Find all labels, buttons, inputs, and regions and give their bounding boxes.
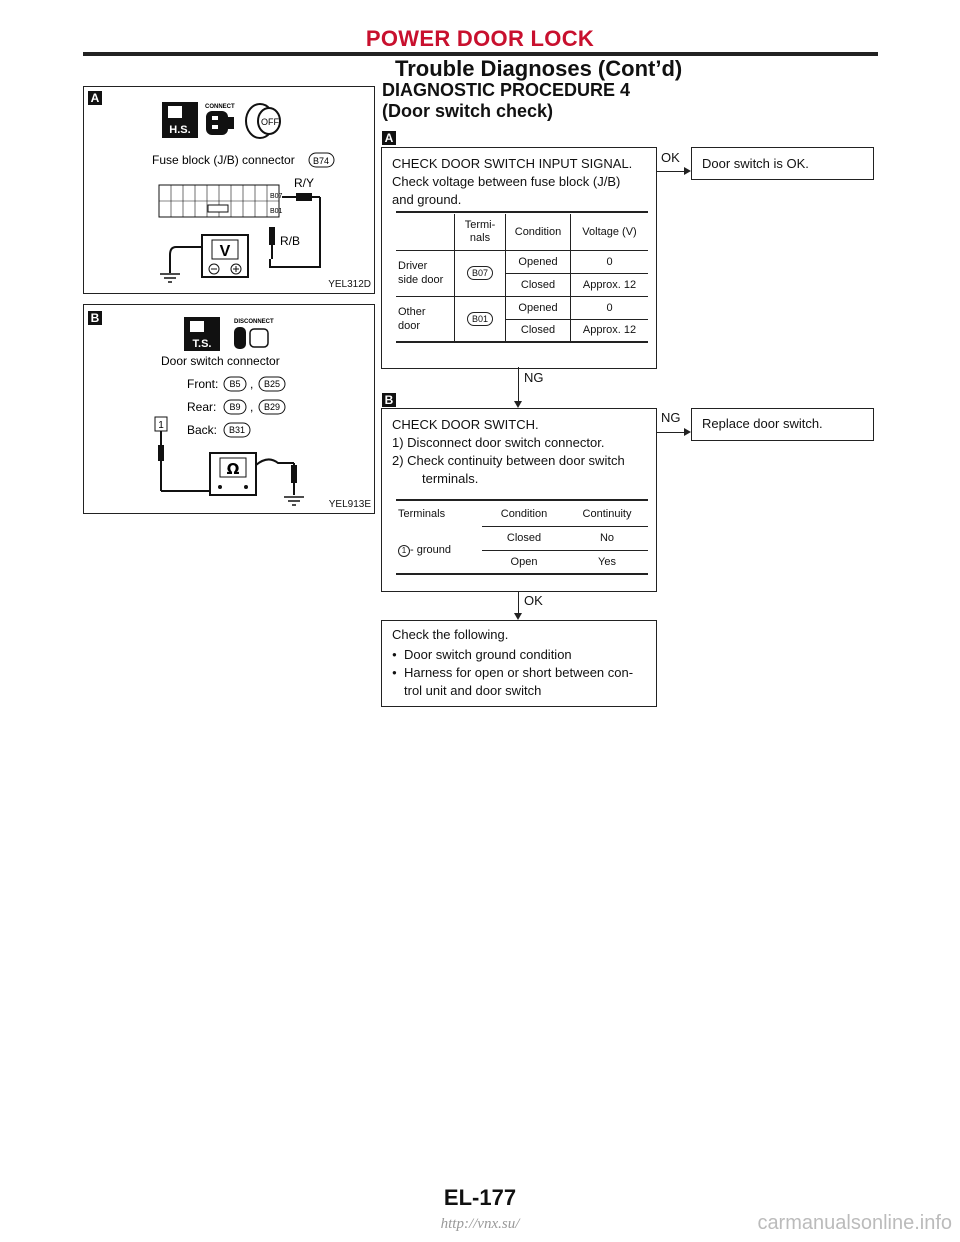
arrow-down-icon <box>514 401 522 408</box>
ohmmeter-symbol: Ω <box>226 460 240 478</box>
pin-b07: B07 <box>270 193 283 200</box>
col-continuity: Continuity <box>582 507 632 520</box>
wire-ry-label: R/Y <box>294 176 315 190</box>
figure-b <box>83 304 375 514</box>
procedure-title-line1: DIAGNOSTIC PROCEDURE 4 <box>382 80 631 100</box>
result-replace-door-switch <box>691 408 874 441</box>
terminal-b07: B07 <box>467 266 493 280</box>
condition-cell: Closed <box>506 319 571 342</box>
voltage-cell: Approx. 12 <box>582 324 637 337</box>
connector-b31: B31 <box>228 425 246 435</box>
terminal-ground-cell <box>396 526 482 574</box>
step-b-line1: CHECK DOOR SWITCH. <box>392 417 539 432</box>
step-b-marker: B <box>382 393 396 407</box>
figure-a-diagram <box>84 87 374 293</box>
figure-b-marker: B <box>88 311 102 325</box>
rear-sep: , <box>250 400 254 414</box>
front-sep: , <box>250 377 254 391</box>
arrow-right-icon <box>684 167 691 175</box>
result-door-switch-ok <box>691 147 874 180</box>
condition-cell: Open <box>482 550 566 574</box>
figure-a-code: YEL312D <box>328 279 371 290</box>
col-voltage: Voltage (V) <box>582 225 637 238</box>
section-subtitle: Trouble Diagnoses (Cont’d) <box>395 56 683 81</box>
connector-icon <box>206 111 234 135</box>
col-condition: Condition <box>506 214 571 250</box>
table-row <box>396 296 648 319</box>
voltmeter-symbol: V <box>219 243 231 260</box>
step-a-line3: and ground. <box>392 192 462 207</box>
figure-b-caption: Door switch connector <box>161 354 280 368</box>
ok-label: OK <box>524 593 543 608</box>
ng-label: NG <box>661 410 681 425</box>
arrow-right-icon <box>684 428 691 436</box>
svg-text:H.S.: H.S. <box>169 124 191 136</box>
disconnect-label: DISCONNECT <box>234 319 274 325</box>
condition-cell: Closed <box>506 273 571 296</box>
page-number: EL-177 <box>443 1185 517 1210</box>
ground-icon <box>284 497 304 505</box>
col-terminals: Terminals <box>398 508 446 520</box>
col-terminals: Termi- nals <box>455 214 506 250</box>
section-title: POWER DOOR LOCK <box>365 26 595 51</box>
ng-label: NG <box>524 370 544 385</box>
ignition-key-icon <box>246 104 280 138</box>
fuse-block-connector <box>159 185 279 217</box>
rear-label: Rear: <box>187 400 217 414</box>
continuity-cell: No <box>566 526 648 550</box>
connector-line <box>656 432 684 433</box>
terminal-b01: B01 <box>467 312 493 326</box>
door-other: Other door <box>396 296 455 342</box>
col-condition: Condition <box>500 507 548 520</box>
voltage-cell: 0 <box>606 301 613 314</box>
connector-b29: B29 <box>263 402 281 412</box>
terminal-1-label: 1 <box>158 420 164 431</box>
result-text: Replace door switch. <box>702 416 823 431</box>
step-b-box <box>381 408 657 592</box>
hs-icon <box>162 102 198 138</box>
table-row <box>396 250 648 273</box>
wire-rb-label: R/B <box>280 234 301 248</box>
figure-a-marker: A <box>88 91 102 105</box>
condition-cell: Opened <box>506 250 571 273</box>
ts-label: T.S. <box>192 338 212 350</box>
step-c-intro: Check the following. <box>392 627 509 642</box>
condition-cell: Closed <box>482 526 566 550</box>
step-a-line1: CHECK DOOR SWITCH INPUT SIGNAL. <box>392 156 633 171</box>
back-label: Back: <box>187 423 218 437</box>
voltage-cell: 0 <box>606 255 613 268</box>
front-label: Front: <box>187 377 219 391</box>
figure-b-code: YEL913E <box>328 499 371 510</box>
arrow-down-icon <box>514 613 522 620</box>
step-a-marker: A <box>382 131 396 145</box>
ok-label: OK <box>661 150 680 165</box>
voltmeter-icon <box>202 235 248 277</box>
figure-a <box>83 86 375 294</box>
connect-label: CONNECT <box>205 104 235 110</box>
watermark: carmanualsonline.info <box>757 1212 952 1234</box>
ground-icon <box>160 274 180 282</box>
door-driver: Driver side door <box>396 250 455 296</box>
step-b-line3: 2) Check continuity between door switch <box>392 453 625 468</box>
condition-cell: Opened <box>506 296 571 319</box>
figure-b-diagram <box>84 305 374 513</box>
off-label: OFF <box>261 117 279 127</box>
step-b-line2: 1) Disconnect door switch connector. <box>392 435 605 450</box>
connector-line <box>656 171 684 172</box>
connector-line <box>518 367 519 402</box>
check-list <box>392 646 652 700</box>
voltage-table <box>396 214 648 343</box>
connector-b25: B25 <box>263 379 281 389</box>
pin-b01: B01 <box>270 208 283 215</box>
procedure-title <box>382 80 630 122</box>
ts-icon <box>184 317 220 351</box>
step-b-line4: terminals. <box>422 471 479 486</box>
terminal-ground-text: - ground <box>410 543 451 556</box>
figure-a-caption: Fuse block (J/B) connector <box>152 153 295 167</box>
connector-b74: B74 <box>312 156 330 166</box>
step-a-box <box>381 147 657 369</box>
list-item: ● Door switch ground condition <box>392 646 652 664</box>
result-text: Door switch is OK. <box>702 156 809 171</box>
continuity-cell: Yes <box>566 550 648 574</box>
procedure-title-line2: (Door switch check) <box>382 101 554 121</box>
voltage-cell: Approx. 12 <box>582 278 637 291</box>
step-c-box <box>381 620 657 707</box>
disconnect-icon <box>234 327 268 349</box>
ohmmeter-icon <box>210 453 256 495</box>
step-a-line2: Check voltage between fuse block (J/B) <box>392 174 621 189</box>
connector-b5: B5 <box>229 379 241 389</box>
source-url[interactable]: http://vnx.su/ <box>440 1216 520 1232</box>
terminal-1-circle: 1 <box>398 545 410 557</box>
list-item: ● Harness for open or short between con- trol unit and door switch <box>392 664 652 700</box>
connector-b9: B9 <box>229 402 241 412</box>
table-row <box>396 526 648 550</box>
continuity-table <box>396 502 648 575</box>
connector-line <box>518 591 519 614</box>
